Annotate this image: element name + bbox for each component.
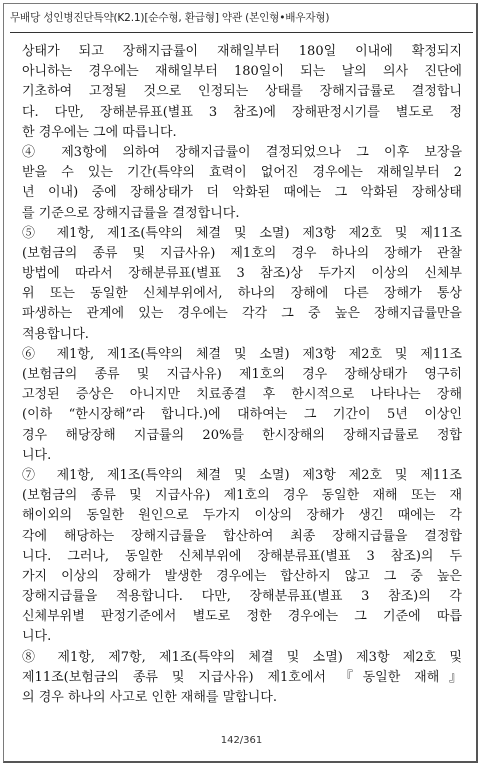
text-line: 를 기준으로 장해지급률을 결정합니다. bbox=[22, 205, 240, 221]
text-line: 받을 수 있는 기간(특약의 효력이 없어진 경우에는 재해일부터 2 bbox=[22, 165, 462, 181]
text-line: ⑧ 제1항, 제7항, 제1조(특약의 체결 및 소멸) 제3항 제2호 및 bbox=[22, 649, 462, 665]
text-line: (보험금의 종류 및 지급사유) 제1호의 경우 장해상태가 영구히 bbox=[22, 367, 462, 382]
text-line: (보험금의 종류 및 지급사유) 제1호의 경우 하나의 장해가 관찰 bbox=[22, 245, 462, 261]
text-line: 니다. 그러나, 동일한 신체부위에 장해분류표(별표 3 참조)의 두 bbox=[22, 548, 462, 564]
text-line: 상태가 되고 장해지급률이 재해일부터 180일 이내에 확정되지 bbox=[22, 44, 462, 59]
text-line: 한 경우에는 그에 따릅니다. bbox=[22, 124, 177, 140]
text-line: 아니하는 경우에는 재해일부터 180일이 되는 날의 의사 진단에 bbox=[22, 64, 462, 80]
text-line: 위 또는 동일한 신체부위에서, 하나의 장해에 다른 장해가 통상 bbox=[22, 286, 462, 302]
text-line: ⑦ 제1항, 제1조(특약의 체결 및 소멸) 제3항 제2호 및 제11조 bbox=[22, 467, 462, 483]
text-line: 방법에 따라서 장해분류표(별표 3 참조)상 두가지 이상의 신체부 bbox=[22, 266, 462, 282]
page-number: 142/361 bbox=[220, 735, 263, 746]
text-line: 해이외의 동일한 원인으로 두가지 이상의 장해가 생긴 때에는 각 bbox=[22, 508, 462, 524]
text-line: 제11조(보험금의 종류 및 지급사유) 제1호에서 『동일한 재해』 bbox=[22, 669, 462, 685]
header-divider bbox=[10, 32, 473, 33]
text-line: 다. 다만, 장해분류표(별표 3 참조)에 장해판정시기를 별도로 정 bbox=[22, 104, 462, 120]
text-line: 장해지급률을 적용합니다. 다만, 장해분류표(별표 3 참조)의 각 bbox=[22, 589, 462, 605]
text-line: (이하 “한시장해”라 합니다.)에 대하여는 그 기간이 5년 이상인 bbox=[22, 407, 462, 423]
document-body bbox=[22, 42, 462, 708]
text-line: 파생하는 관계에 있는 경우에는 각각 그 중 높은 장해지급률만을 bbox=[22, 306, 462, 322]
document-header: 무배당 성인병진단특약(K2.1)[순수형, 환급형] 약관 (본인형•배우자형) bbox=[10, 12, 330, 24]
text-line: 경우 해당장해 지급률의 20%를 한시장해의 장해지급률로 정합 bbox=[22, 427, 462, 443]
text-line: ⑤ 제1항, 제1조(특약의 체결 및 소멸) 제3항 제2호 및 제11조 bbox=[22, 225, 462, 241]
text-line: 년 이내) 중에 장해상태가 더 악화된 때에는 그 악화된 장해상태 bbox=[22, 185, 462, 201]
text-line: 적용합니다. bbox=[22, 326, 89, 342]
text-line: 니다. bbox=[22, 447, 52, 463]
text-line: ⑥ 제1항, 제1조(특약의 체결 및 소멸) 제3항 제2호 및 제11조 bbox=[22, 346, 462, 362]
text-line: 의 경우 하나의 사고로 인한 재해를 말합니다. bbox=[22, 690, 277, 705]
text-line: 고정된 증상은 아니지만 치료종결 후 한시적으로 나타나는 장해 bbox=[22, 387, 462, 403]
text-line: 신체부위별 판정기준에서 별도로 정한 경우에는 그 기준에 따릅 bbox=[22, 609, 462, 625]
text-line: 각에 해당하는 장해지급률을 합산하여 최종 장해지급률을 결정합 bbox=[22, 528, 462, 544]
text-line: 가지 이상의 장해가 발생한 경우에는 합산하지 않고 그 중 높은 bbox=[22, 568, 462, 584]
text-line: (보험금의 종류 및 지급사유) 제1호의 경우 동일한 재해 또는 재 bbox=[22, 488, 462, 504]
text-line: 기초하여 고정될 것으로 인정되는 상태를 장해지급률로 결정합니 bbox=[22, 84, 462, 100]
text-line: ④ 제3항에 의하여 장해지급률이 결정되었으나 그 이후 보장을 bbox=[22, 144, 462, 160]
text-line: 니다. bbox=[22, 629, 52, 645]
